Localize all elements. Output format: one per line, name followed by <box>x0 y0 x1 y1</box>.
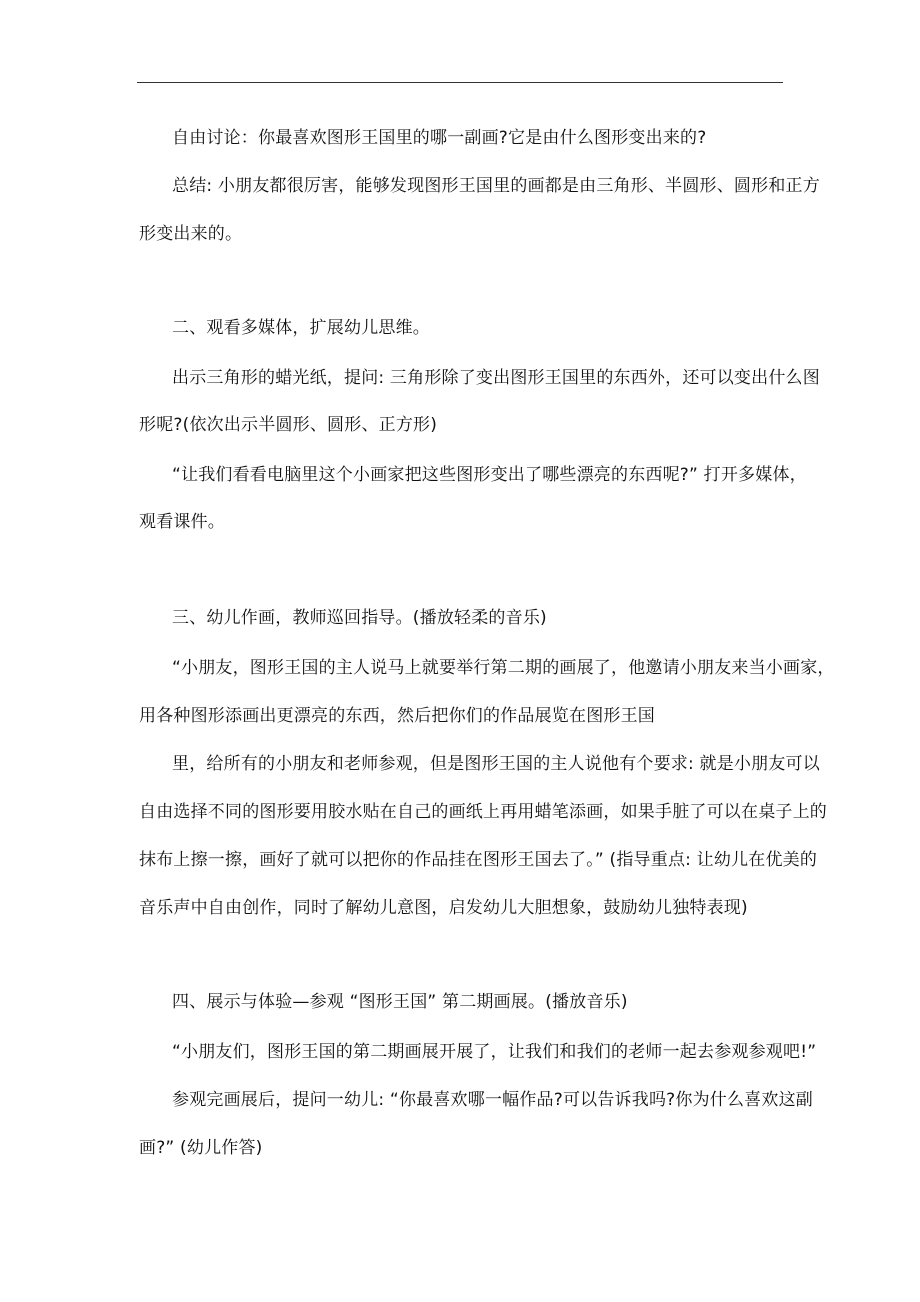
section-heading: 四、展示与体验—参观 “图形王国” 第二期画展。(播放音乐) <box>172 992 628 1012</box>
paragraph-line: 抹布上擦一擦，画好了就可以把你的作品挂在图形王国去了。” (指导重点: 让幼儿在优美的 <box>139 850 818 870</box>
section-heading: 三、幼儿作画，教师巡回指导。(播放轻柔的音乐) <box>172 608 547 628</box>
paragraph-line: 观看课件。 <box>139 512 225 532</box>
paragraph-line: “小朋友，图形王国的主人说马上就要举行第二期的画展了，他邀请小朋友来当小画家， <box>172 658 835 678</box>
section-heading: 二、观看多媒体，扩展幼儿思维。 <box>172 318 430 338</box>
paragraph-line: 参观完画展后，提问一幼儿: “你最喜欢哪一幅作品?可以告诉我吗?你为什么喜欢这副 <box>172 1090 813 1110</box>
paragraph-line: “小朋友们，图形王国的第二期画展开展了，让我们和我们的老师一起去参观参观吧!” <box>172 1042 817 1062</box>
paragraph-line: 形变出来的。 <box>139 224 243 244</box>
paragraph-line: 自由选择不同的图形要用胶水贴在自己的画纸上再用蜡笔添画，如果手脏了可以在桌子上的 <box>139 802 827 822</box>
paragraph-line: “让我们看看电脑里这个小画家把这些图形变出了哪些漂亮的东西呢?” 打开多媒体， <box>172 465 807 485</box>
header-rule <box>137 82 783 83</box>
paragraph-line: 形呢?(依次出示半圆形、圆形、正方形) <box>139 415 438 435</box>
paragraph-line: 音乐声中自由创作，同时了解幼儿意图，启发幼儿大胆想象，鼓励幼儿独特表现) <box>139 898 748 918</box>
paragraph-line: 出示三角形的蜡光纸，提问: 三角形除了变出图形王国里的东西外，还可以变出什么图 <box>172 368 820 388</box>
paragraph-line: 自由讨论：你最喜欢图形王国里的哪一副画?它是由什么图形变出来的? <box>172 128 707 148</box>
paragraph-line: 总结: 小朋友都很厉害，能够发现图形王国里的画都是由三角形、半圆形、圆形和正方 <box>172 176 820 196</box>
paragraph-line: 用各种图形添画出更漂亮的东西，然后把你们的作品展览在图形王国 <box>139 706 655 726</box>
paragraph-line: 里，给所有的小朋友和老师参观，但是图形王国的主人说他有个要求: 就是小朋友可以 <box>172 754 820 774</box>
paragraph-line: 画?” (幼儿作答) <box>139 1138 263 1158</box>
